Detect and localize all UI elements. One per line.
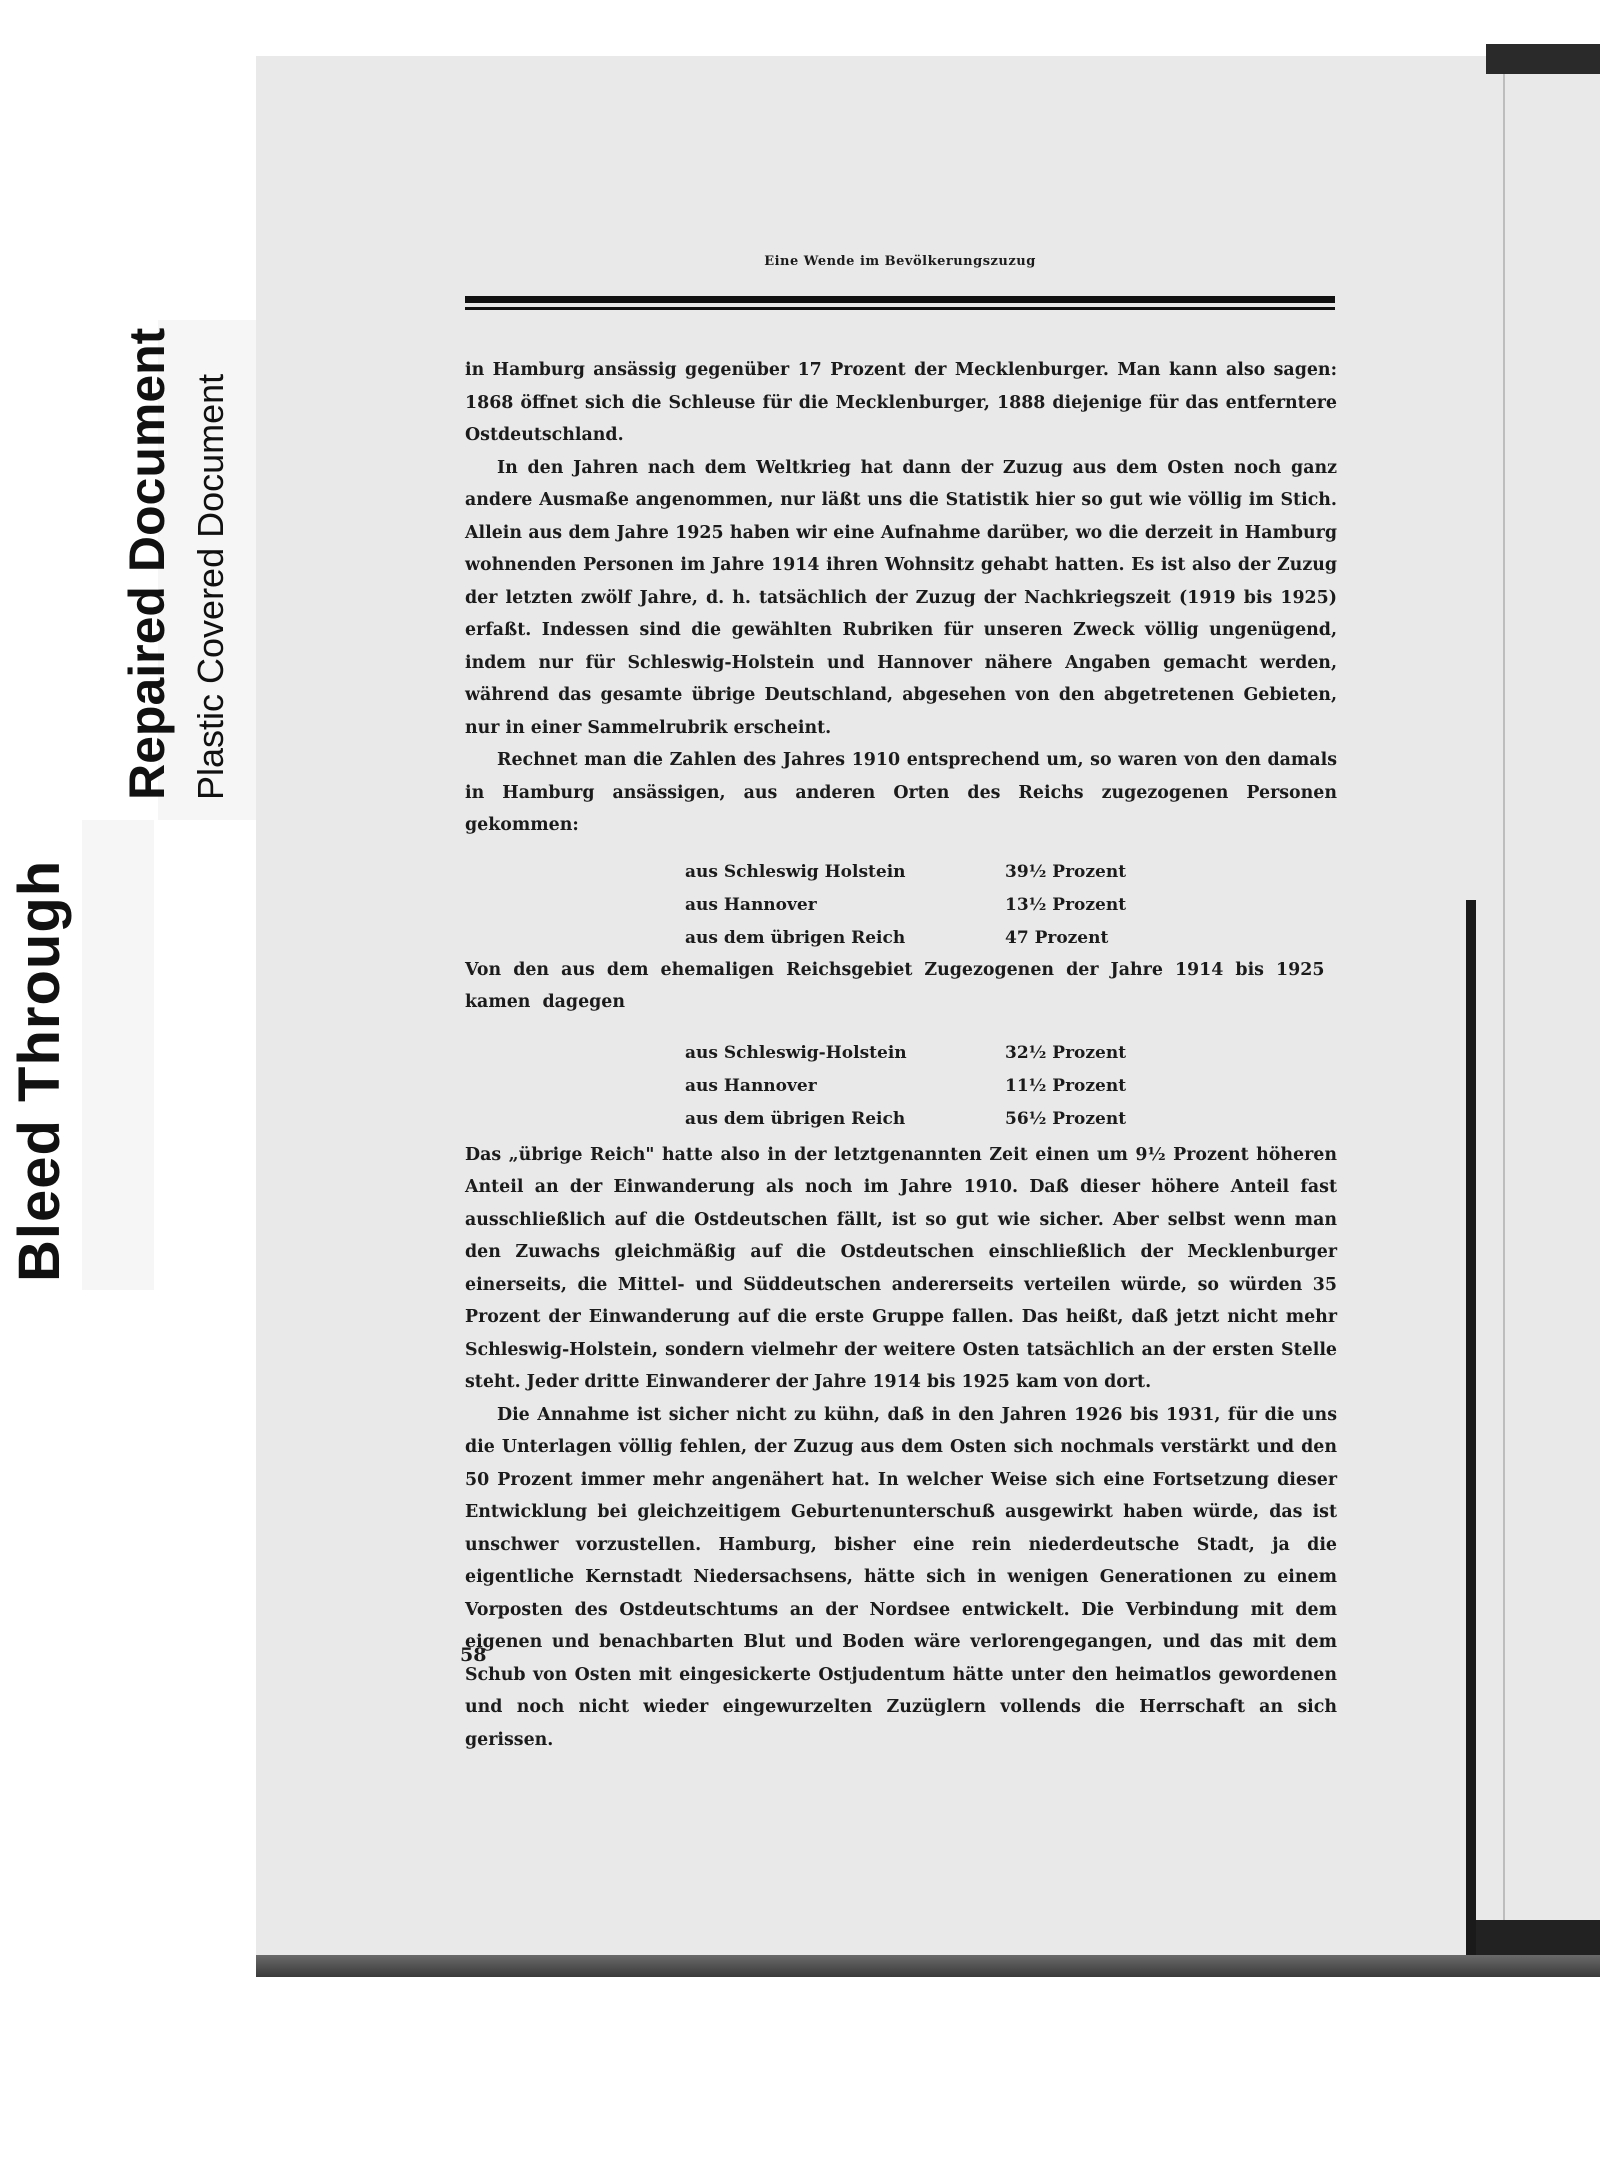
table-row xyxy=(685,889,1145,922)
table-place: aus dem übrigen Reich xyxy=(685,927,906,948)
scan-edge-bottom xyxy=(256,1955,1600,1977)
table-1-wrap xyxy=(465,842,1337,954)
header-rule-thick xyxy=(465,296,1335,303)
table-row xyxy=(685,856,1145,889)
paragraph-3: Rechnet man die Zahlen des Jahres 1910 entsprechend um, so waren von den damals in Hamburg ansässigen, aus anderen Orten des Reichs zugezogenen Personen gekommen: xyxy=(465,750,1337,835)
table-place: aus Schleswig Holstein xyxy=(685,861,906,882)
paragraph-2: In den Jahren nach dem Weltkrieg hat dann der Zuzug aus dem Osten noch ganz andere Ausmaße angenommen, nur läßt uns die Statistik hier so gut wie völlig im Stich. Allein aus dem Jahre 1925 haben wir eine Aufnahme darüber, wo die derzeit in Hamburg wohnenden Personen im Jahre 1914 ihren Wohnsitz gehabt hatten. Es ist also der Zuzug der letzten zwölf Jahre, d. h. tatsächlich der Zuzug der Nachkriegszeit (1919 bis 1925) erfaßt. Indessen sind die gewählten Rubriken für unseren Zweck völlig ungenügend, indem nur für Schleswig-Holstein und Hannover nähere Angaben gemacht werden, während das gesamte übrige Deutschland, abgesehen von den abgetretenen Gebieten, nur in einer Sammelrubrik erscheint. xyxy=(465,457,1337,738)
table-row xyxy=(685,1070,1145,1103)
table-place: aus Schleswig-Holstein xyxy=(685,1042,907,1063)
body-text xyxy=(465,354,1337,1756)
table-place: aus Hannover xyxy=(685,894,817,915)
table-value: 39½ Prozent xyxy=(1005,861,1127,882)
paragraph-4: Von den aus dem ehemaligen Reichsgebiet Zugezogenen der Jahre 1914 bis 1925 kamen dagegen xyxy=(465,959,1325,1012)
table-2 xyxy=(685,1037,1145,1136)
table-place: aus dem übrigen Reich xyxy=(685,1108,906,1129)
table-1 xyxy=(685,856,1145,955)
table-row xyxy=(685,1037,1145,1070)
table-place: aus Hannover xyxy=(685,1075,817,1096)
table-value: 47 Prozent xyxy=(1005,927,1109,948)
paragraph-5: Das „übrige Reich" hatte also in der letztgenannten Zeit einen um 9½ Prozent höheren Anteil an der Einwanderung als noch im Jahre 1910. Daß dieser höhere Anteil fast ausschließlich auf die Ostdeutschen fällt, ist so gut wie sicher. Aber selbst wenn man den Zuwachs gleichmäßig auf die Ostdeutschen einschließlich der Mecklenburger einerseits, die Mittel- und Süddeutschen andererseits verteilen würde, so würden 35 Prozent der Einwanderung auf die erste Gruppe fallen. Das heißt, daß jetzt nicht mehr Schleswig-Holstein, sondern vielmehr der weitere Osten tatsächlich an der ersten Stelle steht. Jeder dritte Einwanderer der Jahre 1914 bis 1925 kam von dort. xyxy=(465,1144,1337,1392)
header-rule-thin xyxy=(465,307,1335,310)
paragraph-6: Die Annahme ist sicher nicht zu kühn, daß in den Jahren 1926 bis 1931, für die uns die Unterlagen völlig fehlen, der Zuzug aus dem Osten sich nochmals verstärkt und den 50 Prozent immer mehr angenähert hat. In welcher Weise sich eine Fortsetzung dieser Entwicklung bei gleichzeitigem Geburtenunterschuß ausgewirkt haben würde, das ist unschwer vorzustellen. Hamburg, bisher eine rein niederdeutsche Stadt, ja die eigentliche Kernstadt Niedersachsens, hätte sich in wenigen Generationen zu einem Vorposten des Ostdeutschtums an der Nordsee entwickelt. Die Verbindung mit dem eigenen und benachbarten Blut und Boden wäre verlorengegangen, und das mit dem Schub von Osten mit eingesickerte Ostjudentum hätte unter den heimatlos gewordenen und noch nicht wieder eingewurzelten Zuzüglern vollends die Herrschaft an sich gerissen. xyxy=(465,1404,1337,1750)
plastic-covered-label: Plastic Covered Document xyxy=(190,373,231,800)
scan-edge-right xyxy=(1466,900,1476,1960)
page-fold xyxy=(1503,56,1505,1956)
table-2-wrap xyxy=(465,1019,1337,1139)
table-value: 32½ Prozent xyxy=(1005,1042,1127,1063)
paragraph-1: in Hamburg ansässig gegenüber 17 Prozent der Mecklenburger. Man kann also sagen: 1868 öffnet sich die Schleuse für die Mecklenburger, 1888 diejenige für das entferntere Ostdeutschland. xyxy=(465,360,1337,445)
table-value: 11½ Prozent xyxy=(1005,1075,1127,1096)
label-panel-bleed xyxy=(82,820,154,1290)
table-row xyxy=(685,922,1145,955)
scan-edge-corner xyxy=(1476,1920,1600,1960)
table-value: 13½ Prozent xyxy=(1005,894,1127,915)
scan-edge-top xyxy=(1486,44,1600,74)
running-head: Eine Wende im Bevölkerungszuzug xyxy=(764,254,1036,269)
bleed-through-label: Bleed Through xyxy=(7,859,72,1282)
table-row xyxy=(685,1103,1145,1136)
repaired-document-label: Repaired Document xyxy=(119,327,175,800)
table-value: 56½ Prozent xyxy=(1005,1108,1127,1129)
page-number: 58 xyxy=(460,1644,487,1666)
